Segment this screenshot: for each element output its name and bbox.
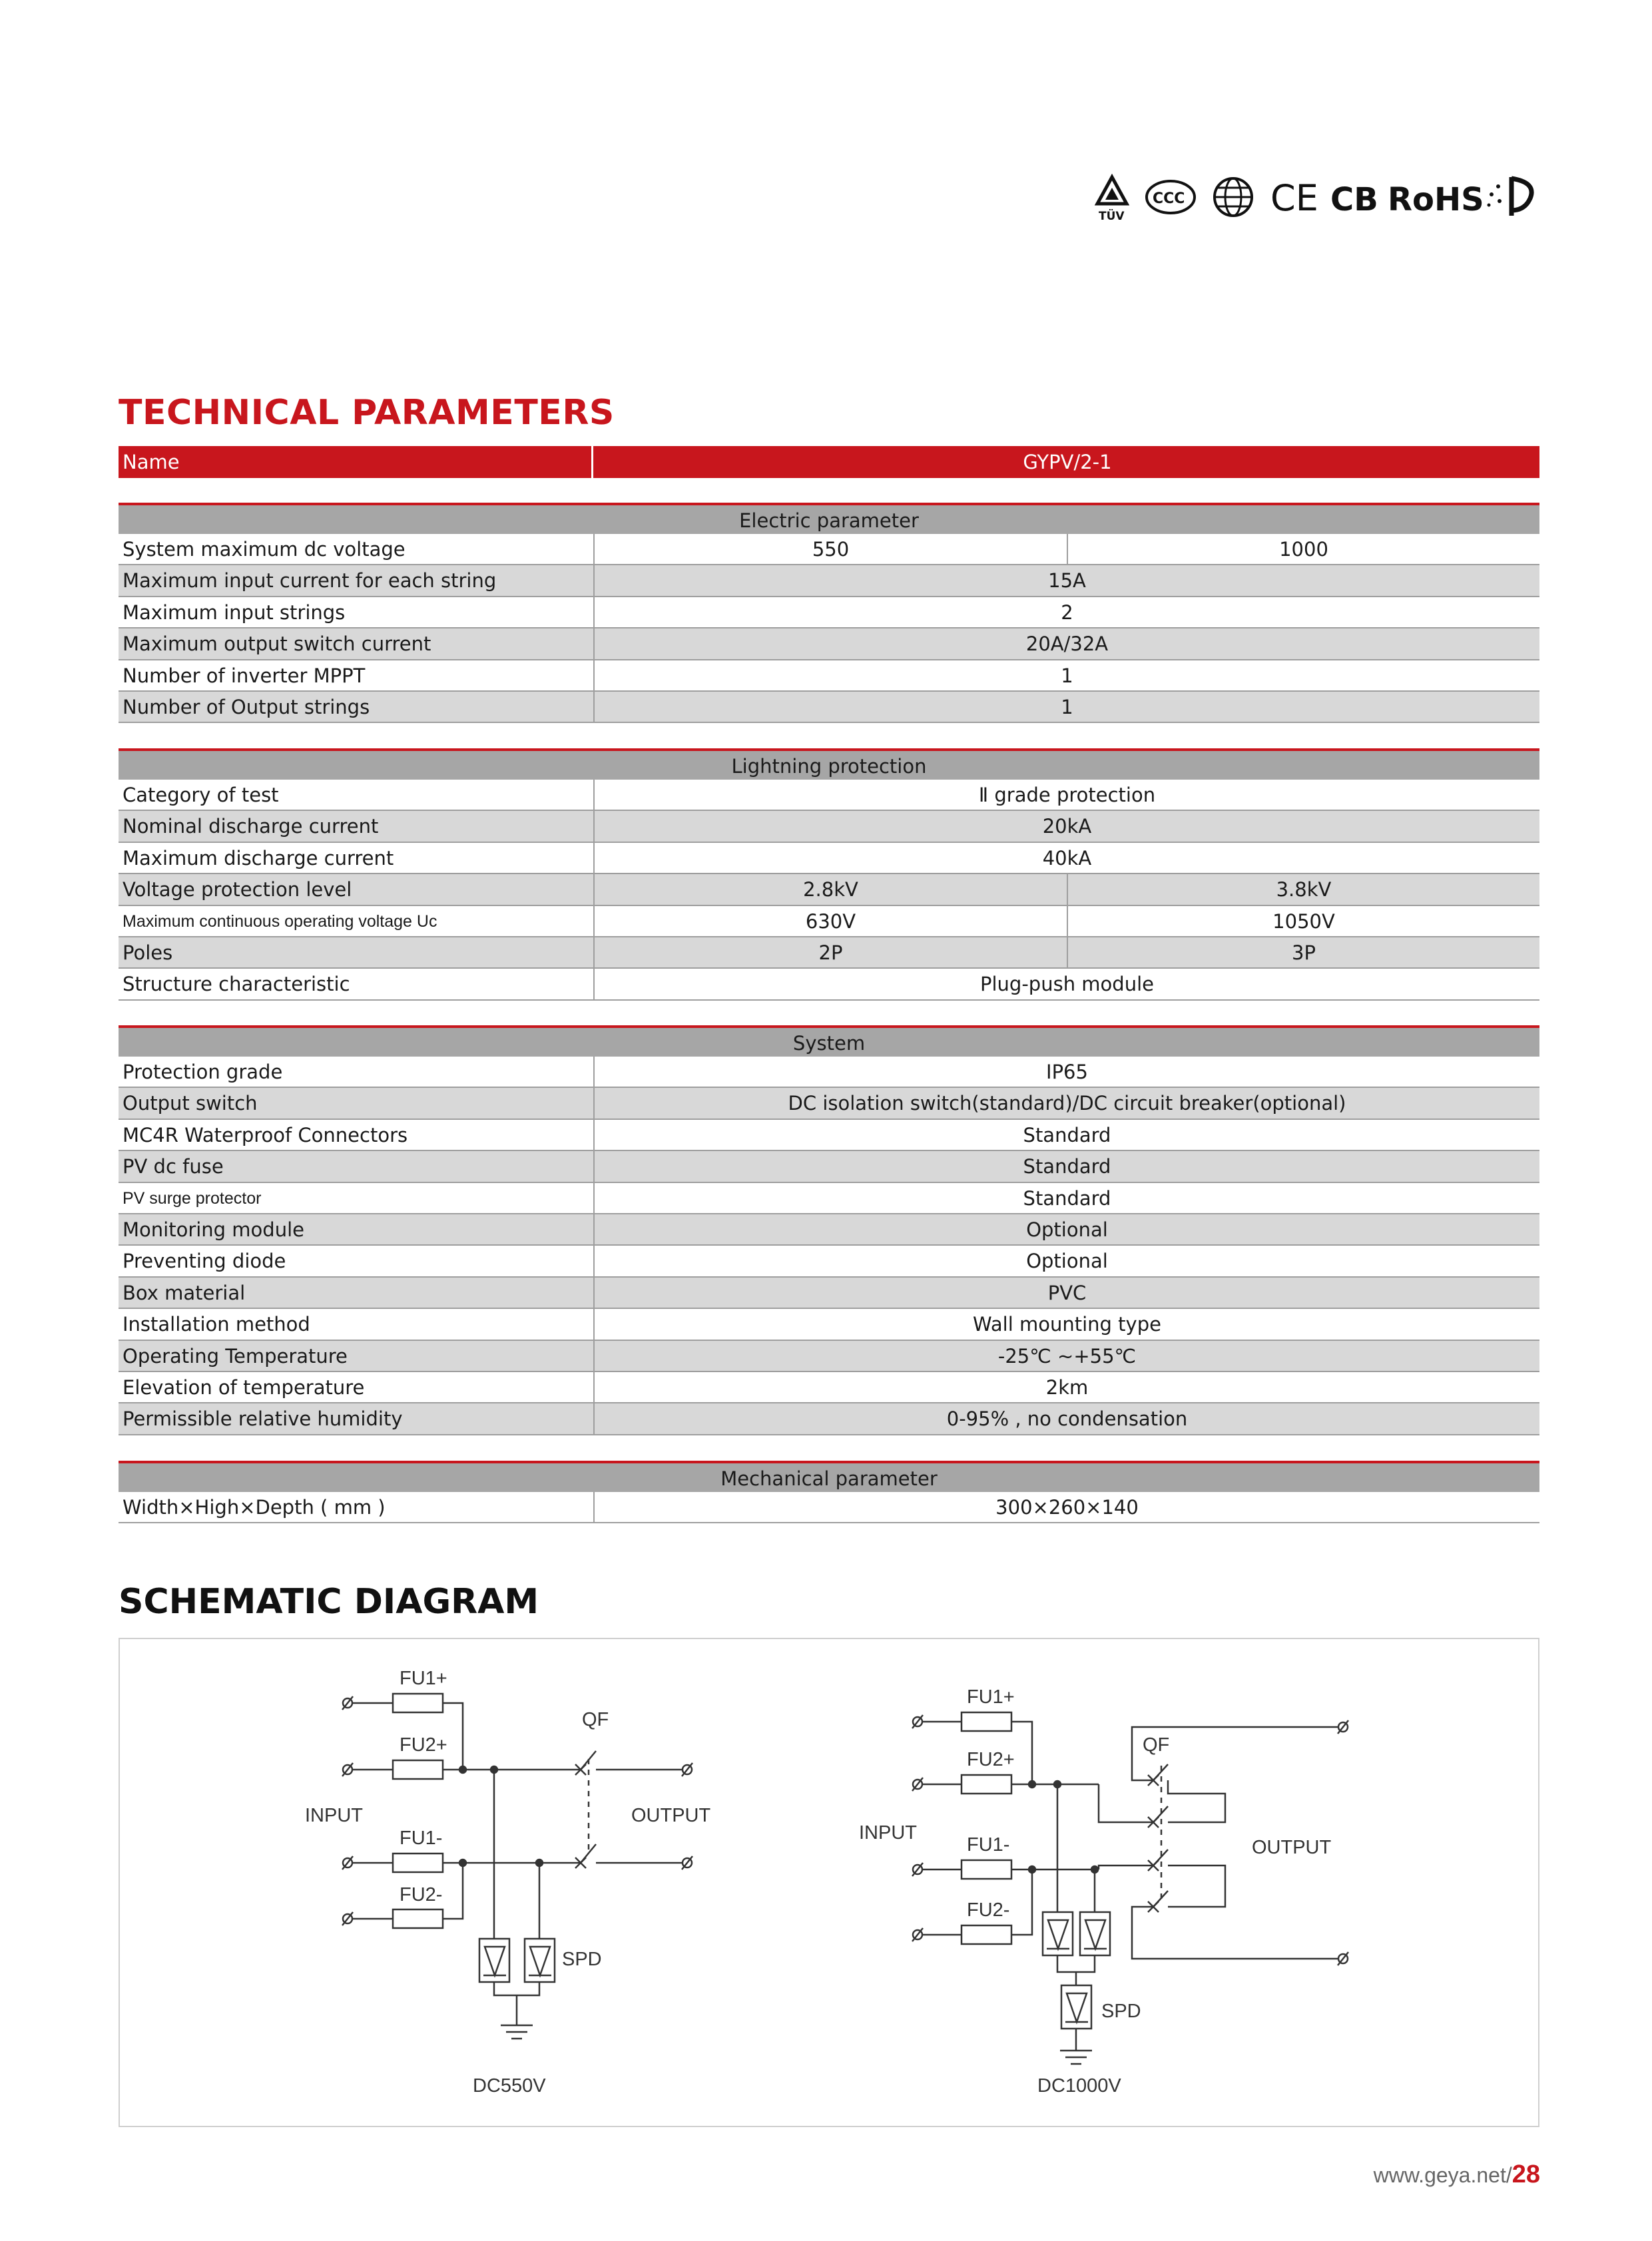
table-row: Installation method Wall mounting type [119, 1309, 1539, 1340]
schematic-diagram-svg [120, 1639, 1538, 2126]
fuse-icon [962, 1925, 1011, 1944]
terminal-icon [342, 1696, 353, 1710]
section-lightning-protection [119, 748, 1539, 1001]
cb-icon [1330, 181, 1378, 218]
page-number: 28 [1512, 2160, 1540, 2188]
section-header: System [119, 1025, 1539, 1057]
spd-icon [525, 1939, 555, 1982]
table-row: Protection grade IP65 [119, 1057, 1539, 1088]
label-fu1-minus: FU1- [400, 1828, 443, 1849]
fuse-icon [393, 1694, 443, 1712]
terminal-icon [342, 1912, 353, 1925]
terminal-icon [682, 1763, 692, 1776]
section-system [119, 1025, 1539, 1435]
svg-text:RoHS: RoHS [1388, 181, 1484, 218]
diagram-dc550v [342, 1694, 692, 2039]
spd-icon [1061, 1985, 1091, 2029]
table-row: Maximum discharge current 40kA [119, 843, 1539, 874]
pv-icon [1488, 177, 1532, 216]
table-row: Elevation of temperature 2km [119, 1372, 1539, 1403]
schematic-title: SCHEMATIC DIAGRAM [119, 1582, 539, 1622]
page-footer [1374, 2160, 1540, 2189]
table-row: Width×High×Depth ( mm ) 300×260×140 [119, 1492, 1539, 1523]
fuse-icon [962, 1860, 1011, 1879]
schematic-diagram [119, 1638, 1539, 2127]
label-output: OUTPUT [1252, 1837, 1332, 1858]
label-spd: SPD [562, 1949, 602, 1970]
ccc-icon [1147, 181, 1195, 213]
spd-icon [479, 1939, 509, 1982]
table-row: PV dc fuse Standard [119, 1151, 1539, 1182]
ground-icon [1060, 2051, 1092, 2064]
table-row: Category of test Ⅱ grade protection [119, 780, 1539, 811]
terminal-icon [342, 1763, 353, 1776]
terminal-icon [912, 1863, 923, 1876]
ground-icon [501, 2025, 533, 2039]
terminal-icon [682, 1856, 692, 1869]
section-header: Electric parameter [119, 503, 1539, 534]
footer-url: www.geya.net [1373, 2163, 1506, 2187]
certification-logos [1092, 172, 1545, 225]
fuse-icon [962, 1775, 1011, 1794]
label-voltage: DC1000V [1037, 2075, 1121, 2097]
table-row: Monitoring module Optional [119, 1214, 1539, 1246]
breaker-icon [1145, 1764, 1168, 1912]
table-row: Number of Output strings 1 [119, 692, 1539, 723]
label-fu1-minus: FU1- [967, 1834, 1010, 1856]
table-row: System maximum dc voltage 550 1000 [119, 534, 1539, 565]
label-voltage: DC550V [473, 2075, 546, 2097]
ce-icon [1270, 177, 1318, 219]
section-electric-parameter [119, 503, 1539, 723]
table-row: Number of inverter MPPT 1 [119, 660, 1539, 692]
terminal-icon [1338, 1952, 1348, 1965]
table-row: Maximum input current for each string 15A [119, 565, 1539, 597]
label-fu2-plus: FU2+ [967, 1749, 1015, 1770]
label-fu2-minus: FU2- [967, 1899, 1010, 1921]
terminal-icon [1338, 1720, 1348, 1734]
fuse-icon [393, 1854, 443, 1872]
table-row: Nominal discharge current 20kA [119, 811, 1539, 842]
label-output: OUTPUT [631, 1805, 711, 1826]
table-row: Output switch DC isolation switch(standard)/DC circuit breaker(optional) [119, 1088, 1539, 1119]
table-row: Preventing diode Optional [119, 1246, 1539, 1277]
certification-icons [1092, 172, 1545, 225]
spd-icon [1043, 1912, 1073, 1955]
label-fu2-plus: FU2+ [400, 1734, 447, 1756]
table-row: Voltage protection level 2.8kV 3.8kV [119, 874, 1539, 905]
rohs-icon [1388, 181, 1484, 218]
label-fu2-minus: FU2- [400, 1884, 443, 1905]
footer-separator: / [1506, 2163, 1512, 2187]
label-spd: SPD [1101, 2001, 1141, 2022]
terminal-icon [912, 1778, 923, 1791]
cqc-icon [1215, 178, 1252, 216]
fuse-icon [962, 1712, 1011, 1731]
name-label: Name [119, 446, 593, 478]
svg-text:CB: CB [1330, 181, 1378, 218]
table-row: Maximum continuous operating voltage Uc 630V 1050V [119, 906, 1539, 937]
terminal-icon [912, 1928, 923, 1941]
spd-icon [1080, 1912, 1110, 1955]
table-header-name [119, 446, 1539, 478]
section-header: Lightning protection [119, 748, 1539, 780]
svg-text:CE: CE [1270, 177, 1318, 219]
table-row: MC4R Waterproof Connectors Standard [119, 1120, 1539, 1151]
label-qf: QF [1143, 1734, 1170, 1756]
label-input: INPUT [859, 1822, 917, 1844]
name-value: GYPV/2-1 [1023, 451, 1112, 473]
table-row: Box material PVC [119, 1278, 1539, 1309]
terminal-icon [912, 1715, 923, 1728]
table-row: Poles 2P 3P [119, 937, 1539, 969]
table-row: Permissible relative humidity 0-95% , no condensation [119, 1403, 1539, 1435]
fuse-icon [393, 1760, 443, 1779]
table-row: PV surge protector Standard [119, 1183, 1539, 1214]
label-fu1-plus: FU1+ [400, 1668, 447, 1689]
table-row: Maximum input strings 2 [119, 597, 1539, 628]
table-row: Structure characteristic Plug-push module [119, 969, 1539, 1000]
table-row: Maximum output switch current 20A/32A [119, 628, 1539, 660]
section-mechanical-parameter [119, 1461, 1539, 1523]
tuv-icon [1097, 177, 1127, 223]
fuse-icon [393, 1909, 443, 1928]
svg-text:CCC: CCC [1153, 190, 1185, 207]
label-input: INPUT [305, 1805, 363, 1826]
table-row: Operating Temperature -25℃ ~+55℃ [119, 1341, 1539, 1372]
page-title: TECHNICAL PARAMETERS [119, 393, 615, 433]
label-fu1-plus: FU1+ [967, 1686, 1015, 1708]
terminal-icon [342, 1856, 353, 1869]
label-qf: QF [582, 1709, 609, 1730]
section-header: Mechanical parameter [119, 1461, 1539, 1492]
svg-text:TÜV: TÜV [1099, 210, 1125, 223]
